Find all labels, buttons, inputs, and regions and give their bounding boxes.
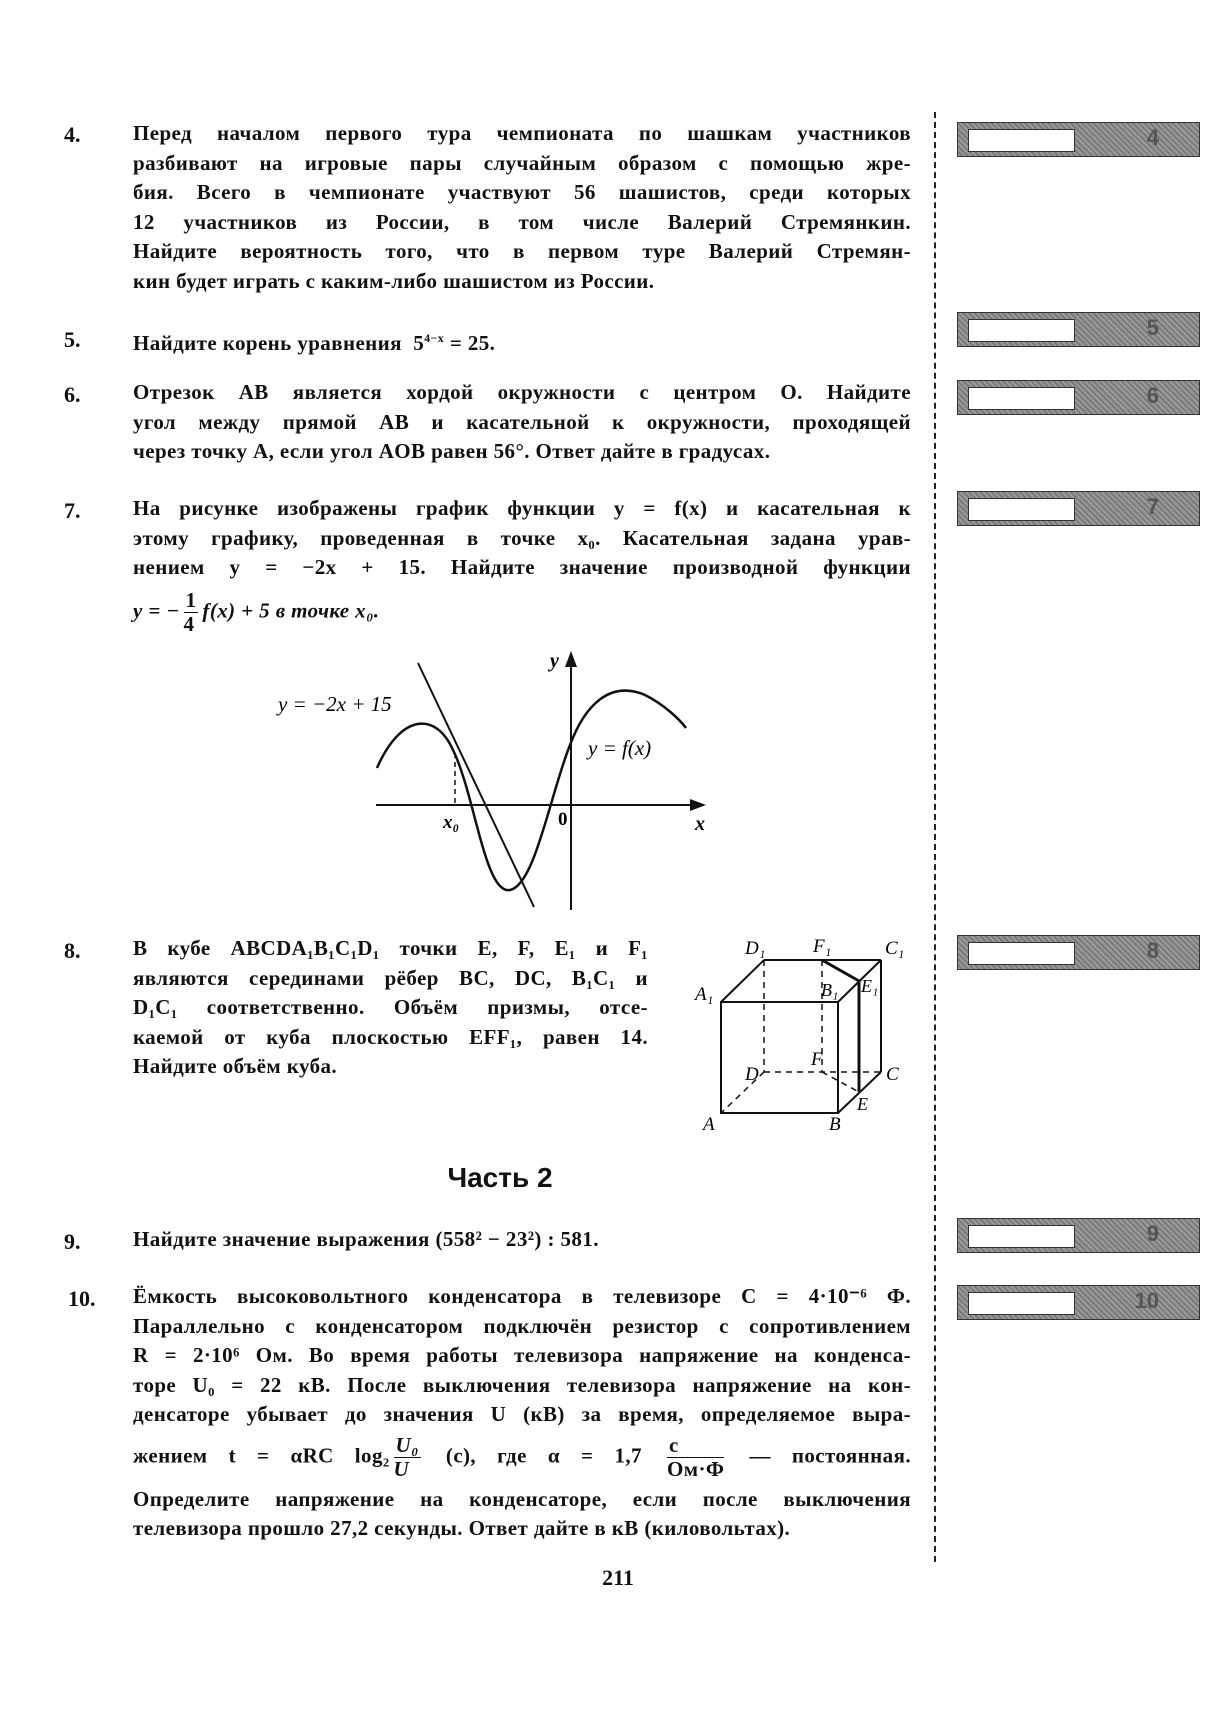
label-b: B (829, 1114, 841, 1135)
tangent-label: y = −2x + 15 (278, 692, 392, 716)
task-10-fraction-1 (394, 1434, 421, 1481)
answer-box-9 (957, 1218, 1200, 1253)
label-f: F (811, 1049, 823, 1070)
answer-box-10 (957, 1285, 1200, 1320)
answer-box-8 (957, 935, 1200, 970)
task-10-frac2-num: с (667, 1434, 724, 1458)
x0-label: x₀ (443, 812, 460, 833)
answer-label-10: 10 (1134, 1288, 1159, 1313)
task-7-fraction (184, 589, 199, 636)
task-7-formula-suffix: f(x) + 5 в точке x₀. (202, 597, 380, 622)
task-8-line: каемой от куба плоскостью EFF₁, равен 14. (133, 1024, 648, 1049)
task-5-eq-exp: 4−x (424, 331, 445, 345)
label-d1: D₁ (745, 938, 766, 959)
task-4-line: кин будет играть с каким-либо шашистом из России. (133, 268, 655, 293)
task-8-line: являются серединами рёбер BC, DC, B₁C₁ и (133, 965, 648, 990)
task-7-formula (133, 589, 911, 636)
task-7-formula-prefix: y = − (133, 597, 180, 622)
task-9-text: Найдите значение выражения (558² − 23²) : 581. (133, 1227, 599, 1251)
task-7-line: нением y = −2x + 15. Найдите значение производной функции (133, 555, 911, 579)
task-6-number: 6. (64, 382, 81, 407)
task-4-line: бия. Всего в чемпионате участвуют 56 шашистов, среди которых (133, 180, 911, 204)
task-6-line: через точку A, если угол AOB равен 56°. Ответ дайте в градусах. (133, 439, 771, 463)
task-7-text (133, 494, 911, 636)
task-10-text (133, 1282, 911, 1544)
label-c1: C₁ (885, 938, 905, 959)
task-10-line: торе U₀ = 22 кВ. После выключения телевизора напряжение на кон- (133, 1372, 911, 1397)
task-7-frac-den: 4 (183, 611, 195, 636)
section-edge-f1-e1 (822, 960, 859, 981)
task-4-number: 4. (64, 122, 81, 147)
label-d: D (745, 1064, 759, 1085)
task-10-line: телевизора прошло 27,2 секунды. Ответ дайте в кВ (киловольтах). (133, 1516, 791, 1541)
task-10-line: R = 2·10⁶ Ом. Во время работы телевизора напряжение на конденса- (133, 1343, 911, 1367)
answer-label-5: 5 (1146, 315, 1159, 340)
task-10-fraction-2 (667, 1434, 724, 1481)
task-10-line: Параллельно с конденсатором подключён резистор с сопротивлением (133, 1313, 911, 1338)
task-4-line: Перед началом первого тура чемпионата по шашкам участников (133, 121, 911, 145)
task-7-number: 7. (64, 498, 81, 523)
answer-field-8[interactable] (968, 942, 1075, 965)
task-10-line: Определите напряжение на конденсаторе, если после выключения (133, 1486, 911, 1511)
tangent-line (418, 663, 534, 907)
answer-label-7: 7 (1146, 494, 1159, 519)
answer-label-4: 4 (1146, 125, 1159, 150)
answer-box-4 (957, 122, 1200, 157)
answer-field-9[interactable] (968, 1225, 1075, 1248)
task-8-line: Найдите объём куба. (133, 1054, 338, 1078)
task-7-frac-num: 1 (185, 587, 197, 612)
answer-box-7 (957, 491, 1200, 526)
task-10-formula-mid: (с), где α = 1,7 (445, 1442, 642, 1467)
task-5-number: 5. (64, 327, 81, 352)
task-5-question: Найдите корень уравнения (133, 331, 402, 355)
task-5-eq-rhs: = 25. (444, 331, 496, 355)
function-curve (377, 691, 686, 891)
answer-label-6: 6 (1146, 383, 1159, 408)
task-6-line: угол между прямой AB и касательной к окружности, проходящей (133, 409, 911, 434)
task-9-number: 9. (64, 1229, 81, 1254)
label-b1: B₁ (821, 980, 839, 1000)
task-10-frac1-den: U (393, 1456, 410, 1481)
task-8-line: В кубе ABCDA₁B₁C₁D₁ точки E, F, E₁ и F₁ (133, 936, 648, 960)
answer-field-4[interactable] (968, 129, 1075, 152)
cut-line (934, 112, 936, 1562)
function-label: y = f(x) (588, 736, 652, 760)
y-axis-label: y (550, 650, 559, 672)
task-8-number: 8. (64, 938, 81, 963)
task-10-formula-end: — постоянная. (749, 1442, 911, 1467)
task-8-text (133, 934, 648, 1082)
label-a1: A₁ (695, 984, 714, 1005)
task-6-line: Отрезок AB является хордой окружности с центром O. Найдите (133, 380, 911, 404)
y-axis-arrow (565, 651, 577, 667)
answer-box-6 (957, 380, 1200, 415)
answer-field-5[interactable] (968, 319, 1075, 342)
task-10-number: 10. (68, 1286, 96, 1311)
task-7-line: На рисунке изображены график функции y = f(x) и касательная к (133, 496, 911, 520)
task-4-line: 12 участников из России, в том числе Валерий Стремянкин. (133, 209, 911, 234)
task-10-frac1-num: U₀ (395, 1432, 419, 1457)
label-f1: F₁ (813, 936, 832, 957)
task-5-eq-base: 5 (413, 331, 425, 355)
answer-label-9: 9 (1146, 1221, 1159, 1246)
task-10-formula (133, 1434, 911, 1481)
x-axis-label: x (695, 813, 705, 835)
task-6-text (133, 378, 911, 467)
task-5-text (133, 324, 733, 359)
label-e: E (857, 1094, 868, 1114)
task-4-line: разбивают на игровые пары случайным образом с помощью жре- (133, 150, 911, 175)
section-edge-f-e (822, 1072, 859, 1092)
task-8-line: D₁C₁ соответственно. Объём призмы, отсе- (133, 995, 648, 1019)
task-10-line: денсаторе убывает до значения U (кВ) за время, определяемое выра- (133, 1402, 911, 1426)
task-8-cube (685, 930, 915, 1135)
task-7-line: этому графику, проведенная в точке x₀. Касательная задана урав- (133, 525, 911, 550)
task-10-frac2-den: Ом·Ф (667, 1456, 725, 1481)
answer-field-10[interactable] (968, 1292, 1075, 1315)
label-e1: E₁ (861, 976, 879, 996)
answer-field-7[interactable] (968, 498, 1075, 521)
answer-label-8: 8 (1146, 938, 1159, 963)
origin-label: 0 (558, 809, 568, 830)
page-number: 211 (602, 1565, 634, 1590)
label-a: A (703, 1114, 715, 1135)
answer-box-5 (957, 312, 1200, 347)
task-4-line: Найдите вероятность того, что в первом туре Валерий Стремян- (133, 239, 911, 263)
x-axis-arrow (690, 799, 706, 811)
task-10-line: Ёмкость высоковольтного конденсатора в телевизоре C = 4·10⁻⁶ Ф. (133, 1284, 911, 1308)
task-10-formula-start: жением t = αRC log₂ (133, 1442, 390, 1467)
label-c: C (886, 1064, 899, 1085)
task-4-text (133, 119, 911, 296)
part-2-heading: Часть 2 (447, 1162, 553, 1193)
cube-edge (721, 960, 764, 1002)
task-7-graph (250, 645, 710, 915)
answer-field-6[interactable] (968, 387, 1075, 410)
